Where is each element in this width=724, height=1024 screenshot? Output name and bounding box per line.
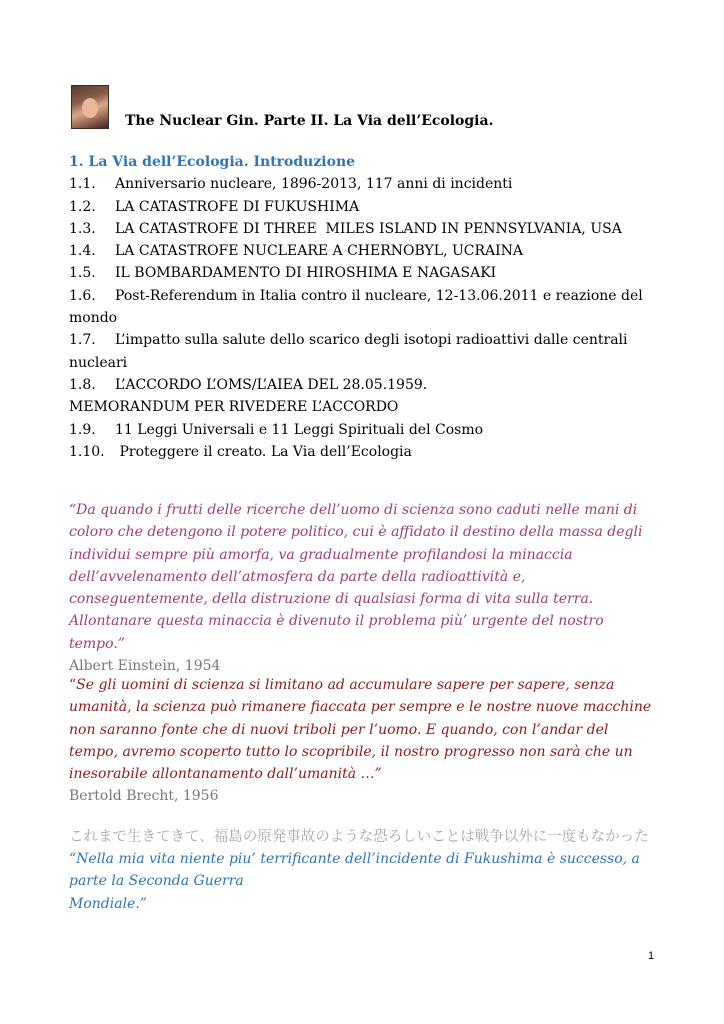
toc-item-number: 1.8. [69, 376, 96, 393]
toc-item-number: 1.5. [69, 265, 96, 282]
japanese-quote: これまで生きてきて、福島の原発事故のような恐ろしいことは戦争以外に一度もなかった [69, 829, 649, 845]
toc-item [69, 441, 659, 463]
document-title: The Nuclear Gin. Parte II. La Via dell’Ecologia. [125, 113, 494, 129]
toc-heading: 1. La Via dell’Ecologia. Introduzione [69, 154, 356, 170]
toc-item-number: 1.4. [69, 243, 96, 260]
toc-item-number: 1.3. [69, 220, 96, 237]
quote-line: “Nella mia vita niente piu’ terrificante dell’incidente di Fukushima è successo, a [69, 851, 640, 867]
toc-item [69, 196, 659, 218]
toc-item-text: 11 Leggi Universali e 11 Leggi Spirituali del Cosmo [115, 421, 484, 438]
toc-item-number: 1.9. [69, 421, 96, 438]
toc-item-text: Proteggere il creato. La Via dell’Ecologia [115, 443, 412, 460]
toc-item-number: 1.6. [69, 287, 96, 304]
toc-item-text: IL BOMBARDAMENTO DI HIROSHIMA E NAGASAKI [115, 265, 497, 282]
toc-item-text: LA CATASTROFE NUCLEARE A CHERNOBYL, UCRAINA [115, 243, 524, 260]
toc-item [69, 262, 659, 284]
toc-item [69, 374, 659, 396]
brecht-quote [69, 674, 659, 808]
toc-item-number: 1.1. [69, 176, 96, 193]
author-photo [71, 85, 109, 129]
quote-line: Mondiale.” [69, 895, 147, 912]
toc-item-text: Post-Referendum in Italia contro il nucleare, 12-13.06.2011 e reazione del mondo [69, 287, 643, 327]
page-number: 1 [648, 950, 655, 962]
toc-item [69, 218, 659, 240]
toc-item-text: LA CATASTROFE DI THREE MILES ISLAND IN PENNSYLVANIA, USA [115, 220, 622, 237]
toc-item-number: 1.2. [69, 198, 96, 215]
toc-item [69, 419, 659, 441]
toc-item-number: 1.10. [69, 443, 105, 460]
toc-item-number: 1.7. [69, 332, 96, 349]
toc-item-continuation [69, 396, 659, 418]
einstein-quote [69, 499, 659, 677]
toc-item [69, 329, 659, 374]
table-of-contents [69, 151, 659, 463]
toc-item [69, 240, 659, 262]
toc-item-text: Anniversario nucleare, 1896-2013, 117 anni di incidenti [115, 176, 513, 193]
toc-item-text: LA CATASTROFE DI FUKUSHIMA [115, 198, 360, 215]
quote-line: parte la Seconda Guerra [69, 873, 244, 890]
quote-author: Bertold Brecht, 1956 [69, 788, 219, 805]
toc-item [69, 285, 659, 330]
quote-text: “Da quando i frutti delle ricerche dell’uomo di scienza sono caduti nelle mani di coloro che detengono il potere politico, cui è affidato il destino della massa degli individui sempre più amorfa, va gradualmente profilandosi la minaccia dell’avvelenamento dell’atmosfera da parte della radioattività e, conseguentemente, della distruzione di qualsiasi forma di vita sulla terra. Allontanare questa minaccia è divenuto il problema più’ urgente del nostro tempo.” [69, 502, 643, 652]
toc-item [69, 173, 659, 195]
quote-author: Albert Einstein, 1954 [69, 658, 221, 675]
toc-item-text: L’impatto sulla salute dello scarico degli isotopi radioattivi dalle centrali nucleari [69, 332, 628, 371]
toc-item-text: L’ACCORDO L’OMS/L’AIEA DEL 28.05.1959. [115, 376, 428, 393]
author-photo-face [82, 98, 98, 118]
toc-item-text: MEMORANDUM PER RIVEDERE L’ACCORDO [69, 399, 399, 416]
quote-open-mark: “ [69, 677, 77, 693]
quote-text: Se gli uomini di scienza si limitano ad accumulare sapere per sapere, senza umanità, la scienza può rimanere fiaccata per sempre e le nostre nuove macchine non saranno fonte che di nuovi triboli per l’uomo. E quando, con l’andar del tempo, avremo scoperto tutto lo scopribile, il nostro progresso non sarà che un inesorabile allontanamento dall’umanità …” [69, 677, 652, 783]
fukushima-quote [69, 848, 659, 915]
